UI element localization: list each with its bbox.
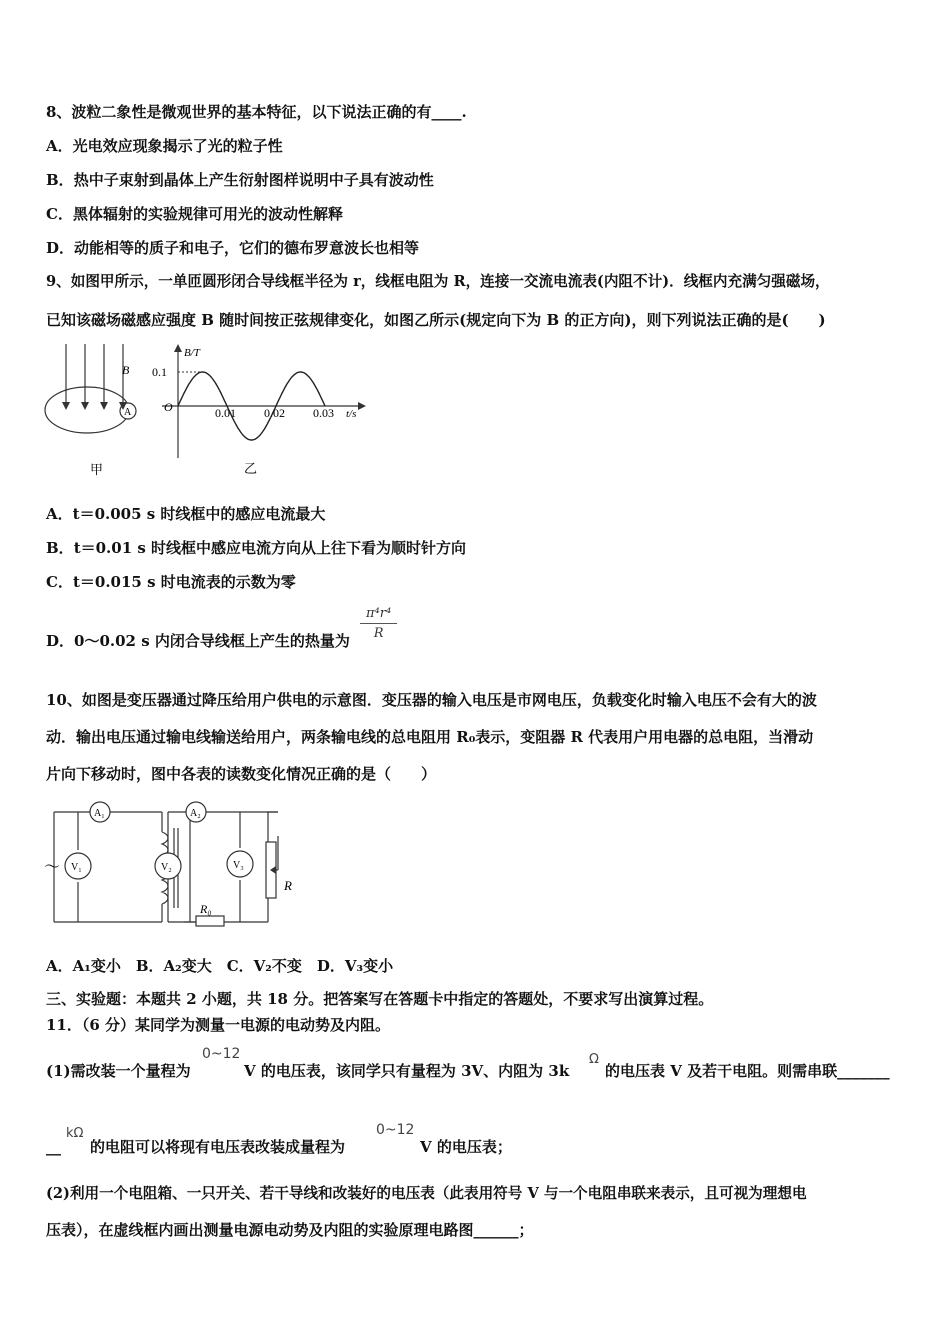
y-axis-arrow-icon bbox=[174, 344, 182, 352]
option-label: A． bbox=[46, 137, 73, 155]
fraction-denominator: R bbox=[373, 626, 384, 641]
range-0-12: 0~12 bbox=[202, 1046, 241, 1062]
kohm-symbol: kΩ bbox=[66, 1126, 84, 1141]
q8-option-b bbox=[46, 170, 434, 190]
section3-heading: 三、实验题：本题共 2 小题，共 18 分。把答案写在答题卡中指定的答题处，不要求写出演算过程。 bbox=[46, 990, 714, 1008]
q8-stem: 8、波粒二象性是微观世界的基本特征，以下说法正确的有____. bbox=[46, 103, 467, 121]
y-tick-label: 0.1 bbox=[152, 365, 167, 379]
q11-part2-line1: (2)利用一个电阻箱、一只开关、若干导线和改装好的电压表（此表用符号 V 与一个电阻串联来表示，且可视为理想电 bbox=[46, 1185, 807, 1202]
q11-stem: 11．（6 分）某同学为测量一电源的电动势及内阻。 bbox=[46, 1016, 391, 1034]
figure-yi-chart bbox=[150, 340, 375, 480]
q10-stem-line2: 动．输出电压通过输电线输送给用户，两条输电线的总电阻用 R₀表示，变阻器 R 代表用户用电器的总电阻，当滑动 bbox=[46, 728, 814, 746]
q8-option-a bbox=[46, 136, 283, 156]
option-text: 黑体辐射的实验规律可用光的波动性解释 bbox=[72, 205, 343, 223]
q11-part1-blank: __ bbox=[46, 1138, 61, 1156]
ammeter-a1-label: A₁ bbox=[94, 808, 105, 819]
q8-option-c bbox=[46, 204, 343, 224]
heat-fraction bbox=[360, 606, 397, 641]
option-label: D． bbox=[46, 239, 75, 257]
rheostat-r-label: R bbox=[284, 878, 292, 893]
option-label: A． bbox=[46, 505, 73, 523]
option-label: C． bbox=[46, 573, 73, 591]
option-text: 动能相等的质子和电子，它们的德布罗意波长也相等 bbox=[74, 239, 420, 257]
option-label: B． bbox=[46, 171, 74, 189]
q11-part1-d: 的电阻可以将现有电压表改装成量程为 bbox=[90, 1138, 346, 1156]
fraction-numerator: π⁴r⁴ bbox=[360, 606, 397, 624]
range-0-12-second: 0~12 bbox=[376, 1122, 415, 1138]
figure-jia bbox=[40, 338, 150, 478]
option-text: 0～0.02 s 内闭合导线框上产生的热量为 bbox=[74, 632, 350, 650]
q9-option-c bbox=[46, 572, 296, 592]
voltmeter-v1-label: V₁ bbox=[71, 862, 82, 873]
transformer-circuit-diagram bbox=[40, 796, 305, 930]
q9-stem-line2: 已知该磁场磁感应强度 B 随时间按正弦规律变化，如图乙所示(规定向下为 B 的正方向)，则下列说法正确的是( ) bbox=[46, 311, 826, 329]
ammeter-icon: A bbox=[124, 407, 132, 418]
q10-options: A．A₁变小 B．A₂变大 C．V₂不变 D．V₃变小 bbox=[46, 957, 394, 975]
q10-stem-line3: 片向下移动时，图中各表的读数变化情况正确的是（ ） bbox=[46, 765, 437, 783]
figure-yi-caption: 乙 bbox=[244, 461, 258, 476]
x-tick-label: 0.03 bbox=[313, 406, 334, 420]
q9-option-a bbox=[46, 504, 325, 524]
x-tick-label: 0.01 bbox=[215, 406, 236, 420]
option-text: t＝0.005 s 时线框中的感应电流最大 bbox=[72, 505, 326, 523]
figure-jia-caption: 甲 bbox=[90, 462, 104, 477]
b-label: B bbox=[122, 363, 130, 377]
ohm-symbol: Ω bbox=[589, 1052, 599, 1067]
option-label: C． bbox=[46, 205, 73, 223]
q8-option-d bbox=[46, 238, 419, 258]
q9-option-d bbox=[46, 631, 350, 651]
option-text: t＝0.01 s 时线框中感应电流方向从上往下看为顺时针方向 bbox=[73, 539, 467, 557]
q11-part1-a: (1)需改装一个量程为 bbox=[46, 1062, 191, 1080]
ammeter-a2-label: A₂ bbox=[190, 808, 201, 819]
option-text: 光电效应现象揭示了光的粒子性 bbox=[72, 137, 283, 155]
voltmeter-v3-label: V₃ bbox=[233, 860, 244, 871]
option-label: D． bbox=[46, 632, 75, 650]
q11-part1-b: V 的电压表，该同学只有量程为 3V、内阻为 3k bbox=[244, 1062, 570, 1080]
q10-stem-line1: 10、如图是变压器通过降压给用户供电的示意图．变压器的输入电压是市网电压，负载变化时输入电压不会有大的波 bbox=[46, 691, 817, 709]
voltmeter-v2-label: V₂ bbox=[161, 862, 172, 873]
q11-part1-e: V 的电压表； bbox=[420, 1138, 512, 1156]
x-axis-label: t/s bbox=[346, 408, 357, 420]
option-text: 热中子束射到晶体上产生衍射图样说明中子具有波动性 bbox=[73, 171, 434, 189]
resistor-r0-label: R₀ bbox=[200, 902, 212, 916]
q9-stem-line1: 9、如图甲所示，一单匝圆形闭合导线框半径为 r，线框电阻为 R，连接一交流电流表(内阻不计)．线框内充满匀强磁场， bbox=[46, 273, 830, 290]
origin-label: O bbox=[164, 400, 173, 414]
y-axis-label: B/T bbox=[184, 347, 200, 359]
option-label: B． bbox=[46, 539, 74, 557]
ac-source-icon: ～ bbox=[44, 859, 61, 876]
x-axis-arrow-icon bbox=[358, 402, 366, 410]
q9-option-b bbox=[46, 538, 466, 558]
q11-part2-line2: 压表），在虚线框内画出测量电源电动势及内阻的实验原理电路图______； bbox=[46, 1221, 534, 1239]
option-text: t＝0.015 s 时电流表的示数为零 bbox=[72, 573, 296, 591]
q11-part1-c: 的电压表 V 及若干电阻。则需串联_______ bbox=[605, 1062, 890, 1080]
x-tick-label: 0.02 bbox=[264, 406, 285, 420]
